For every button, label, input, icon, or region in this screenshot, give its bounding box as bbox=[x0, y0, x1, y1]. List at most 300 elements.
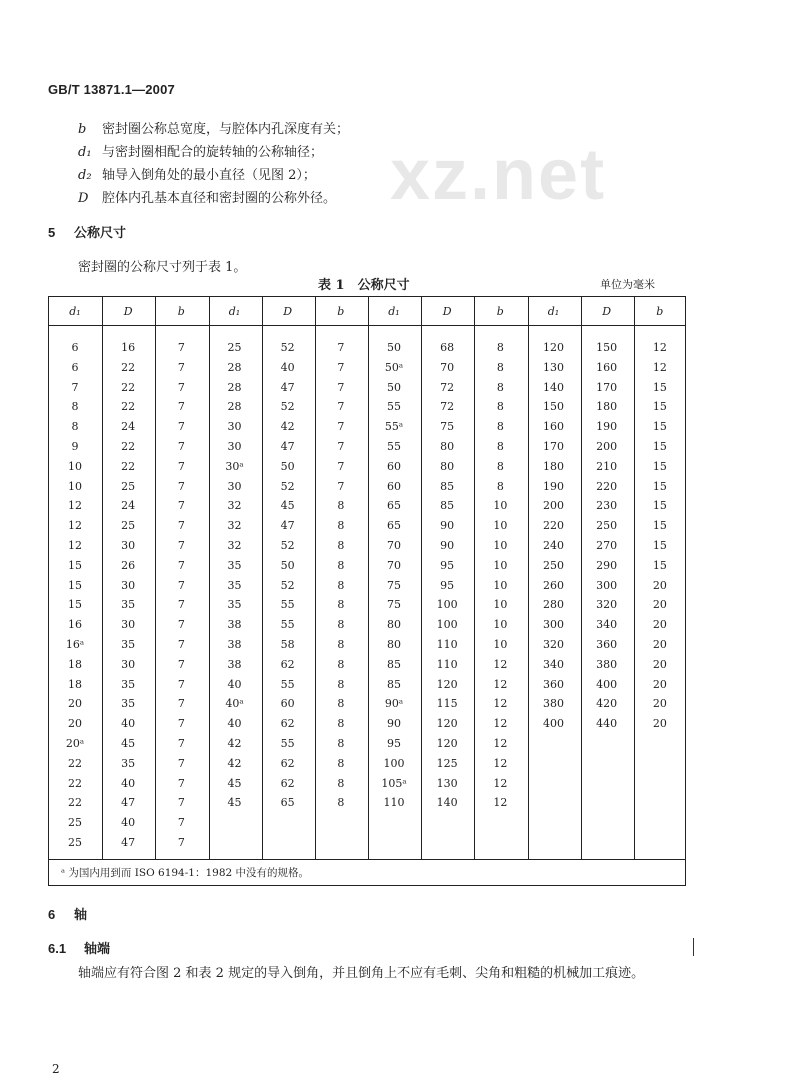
table-cell-D: 290 bbox=[596, 558, 618, 572]
table-cell-b: 7 bbox=[337, 400, 345, 414]
table-cell-d1: 250 bbox=[543, 558, 564, 572]
table-cell-D: 70 bbox=[440, 360, 455, 374]
table-cell-b: 7 bbox=[177, 499, 185, 513]
table-cell-d1: 42 bbox=[227, 756, 242, 770]
table-cell-D: 22 bbox=[121, 360, 136, 374]
table-cell-d1: 8 bbox=[71, 420, 79, 434]
table-cell-b: 7 bbox=[177, 796, 185, 810]
table-cell-b: 7 bbox=[177, 380, 185, 394]
table-cell-D: 35 bbox=[121, 756, 136, 770]
table-cell-D: 300 bbox=[596, 578, 618, 592]
table-cell-d1: 30 bbox=[227, 440, 242, 453]
table-cell-D: 110 bbox=[436, 657, 458, 671]
table-cell-d1: 40 bbox=[227, 677, 242, 691]
table-cell-d1: 30 bbox=[227, 420, 242, 434]
table-cell-b: 12 bbox=[493, 776, 508, 790]
table-cell-D: 62 bbox=[280, 657, 295, 671]
table-cell-b: 7 bbox=[177, 598, 185, 612]
table-cell-b: 12 bbox=[493, 697, 508, 711]
table-cell-d1: 380 bbox=[543, 697, 564, 711]
table-cell-b: 8 bbox=[337, 539, 345, 552]
table-cell-d1: 10 bbox=[68, 459, 82, 473]
table-cell-d1: 75 bbox=[387, 578, 401, 592]
table-cell-d1: 20 bbox=[68, 717, 82, 731]
table-cell-b: 8 bbox=[337, 558, 345, 572]
table-cell-b: 8 bbox=[337, 519, 345, 533]
table-cell-D: 22 bbox=[121, 380, 136, 394]
table-cell-D: 24 bbox=[121, 499, 136, 513]
table-intro-paragraph: 密封圈的公称尺寸列于表 1。 bbox=[78, 260, 247, 275]
table-cell-b: 7 bbox=[337, 341, 345, 354]
table-cell-D: 25 bbox=[121, 479, 136, 493]
table-cell-b: 15 bbox=[652, 479, 667, 493]
definition-symbol: b bbox=[78, 122, 87, 137]
table-cell-d1: 38 bbox=[227, 657, 242, 671]
table-cell-b: 7 bbox=[177, 479, 185, 493]
table-cell-b: 8 bbox=[496, 380, 504, 394]
table-rule bbox=[49, 859, 685, 860]
column-header-d1: d₁ bbox=[228, 305, 241, 318]
table-cell-D: 55 bbox=[280, 618, 295, 632]
table-cell-D: 58 bbox=[280, 638, 295, 651]
table-cell-d1: 85 bbox=[387, 677, 401, 691]
table-cell-D: 25 bbox=[121, 519, 136, 533]
table-cell-D: 50 bbox=[280, 558, 295, 572]
table-cell-d1: 7 bbox=[71, 380, 79, 394]
table-cell-D: 47 bbox=[121, 796, 136, 810]
table-cell-D: 40 bbox=[280, 360, 295, 374]
table-cell-D: 160 bbox=[596, 360, 618, 374]
table-cell-D: 55 bbox=[280, 737, 295, 750]
table-cell-d1: 38 bbox=[227, 638, 242, 651]
table-cell-D: 22 bbox=[121, 440, 136, 453]
table-cell-b: 7 bbox=[337, 479, 345, 493]
table-cell-D: 47 bbox=[280, 380, 295, 394]
table-cell-b: 8 bbox=[496, 440, 504, 453]
table-caption: 表 1 公称尺寸 bbox=[318, 278, 410, 293]
table-cell-d1: 55 bbox=[387, 400, 401, 414]
table-cell-d1: 120 bbox=[543, 341, 564, 354]
table-cell-d1: 22 bbox=[68, 796, 82, 810]
table-cell-b: 8 bbox=[337, 796, 345, 810]
table-cell-b: 7 bbox=[177, 737, 185, 750]
table-cell-b: 8 bbox=[337, 677, 345, 691]
table-cell-D: 47 bbox=[121, 836, 136, 849]
table-cell-d1: 6 bbox=[71, 360, 79, 374]
table-cell-d1: 45 bbox=[227, 796, 242, 810]
definition-text: 密封圈公称总宽度，与腔体内孔深度有关； bbox=[102, 122, 350, 137]
table-cell-b: 8 bbox=[337, 697, 345, 711]
table-cell-b: 8 bbox=[337, 598, 345, 612]
table-cell-D: 35 bbox=[121, 677, 136, 691]
table-cell-d1: 55 bbox=[387, 440, 401, 453]
definition-d1 bbox=[78, 141, 349, 164]
table-cell-b: 8 bbox=[496, 420, 504, 434]
column-header-D: D bbox=[442, 305, 452, 318]
table-cell-D: 40 bbox=[121, 717, 136, 731]
table-cell-D: 180 bbox=[596, 400, 618, 414]
table-cell-b: 7 bbox=[177, 519, 185, 533]
table-cell-d1: 28 bbox=[227, 400, 242, 414]
table-cell-d1: 22 bbox=[68, 776, 82, 790]
table-cell-D: 16 bbox=[121, 341, 136, 354]
table-cell-D: 170 bbox=[596, 380, 618, 394]
table-cell-D: 60 bbox=[280, 697, 295, 711]
table-cell-d1: 150 bbox=[543, 400, 564, 414]
table-cell-D: 420 bbox=[596, 697, 618, 711]
section-number: 6.1 bbox=[48, 941, 67, 956]
table-cell-b: 8 bbox=[496, 459, 504, 473]
table-cell-D: 45 bbox=[121, 737, 136, 750]
table-cell-d1: 10 bbox=[68, 479, 82, 493]
table-cell-D: 55 bbox=[280, 598, 295, 612]
table-cell-D: 30 bbox=[121, 657, 136, 671]
table-cell-D: 72 bbox=[440, 380, 455, 394]
table-cell-D: 47 bbox=[280, 440, 295, 453]
table-cell-D: 90 bbox=[440, 539, 455, 552]
section-5-heading bbox=[48, 222, 126, 241]
definition-text: 与密封圈相配合的旋转轴的公称轴径； bbox=[102, 145, 324, 160]
table-cell-d1: 220 bbox=[543, 519, 564, 533]
table-cell-D: 52 bbox=[280, 539, 295, 552]
table-footnote: ᵃ 为国内用到而 ISO 6194-1：1982 中没有的规格。 bbox=[61, 867, 310, 879]
table-cell-b: 12 bbox=[493, 657, 508, 671]
table-cell-D: 30 bbox=[121, 618, 136, 632]
table-cell-D: 68 bbox=[440, 341, 455, 354]
table-cell-d1: 400 bbox=[543, 717, 564, 731]
table-cell-D: 95 bbox=[440, 558, 455, 572]
table-cell-d1: 170 bbox=[543, 440, 564, 453]
table-cell-d1: 110 bbox=[383, 796, 405, 810]
table-cell-D: 72 bbox=[440, 400, 455, 414]
table-cell-b: 7 bbox=[177, 539, 185, 552]
table-cell-D: 130 bbox=[436, 776, 458, 790]
table-cell-b: 20 bbox=[652, 618, 667, 632]
table-cell-D: 90 bbox=[440, 519, 455, 533]
table-cell-d1: 130 bbox=[543, 360, 564, 374]
table-cell-b: 20 bbox=[652, 578, 667, 592]
table-cell-b: 7 bbox=[177, 341, 185, 354]
table-cell-D: 35 bbox=[121, 697, 136, 711]
table-cell-D: 85 bbox=[440, 479, 455, 493]
table-cell-D: 320 bbox=[596, 598, 618, 612]
table-cell-d1: 65 bbox=[387, 499, 401, 513]
table-cell-b: 7 bbox=[177, 459, 185, 473]
table-cell-D: 360 bbox=[596, 638, 618, 651]
table-cell-d1: 85 bbox=[387, 657, 401, 671]
table-cell-b: 8 bbox=[337, 618, 345, 632]
table-cell-b: 7 bbox=[337, 459, 345, 473]
standard-number-header: GB/T 13871.1—2007 bbox=[48, 82, 175, 97]
table-cell-d1: 18 bbox=[68, 657, 82, 671]
table-cell-D: 115 bbox=[436, 697, 458, 711]
table-cell-D: 62 bbox=[280, 717, 295, 731]
table-cell-b: 8 bbox=[337, 657, 345, 671]
section-number: 6 bbox=[48, 907, 56, 922]
table-cell-b: 20 bbox=[652, 677, 667, 691]
table-cell-D: 85 bbox=[440, 499, 455, 513]
table-cell-b: 10 bbox=[493, 578, 508, 592]
table-cell-d1: 20ᵃ bbox=[65, 737, 85, 750]
table-cell-D: 26 bbox=[121, 558, 136, 572]
definition-d2 bbox=[78, 164, 349, 187]
table-cell-d1: 340 bbox=[543, 657, 564, 671]
table-cell-D: 100 bbox=[436, 598, 458, 612]
table-cell-d1: 32 bbox=[227, 539, 242, 552]
table-cell-b: 7 bbox=[177, 717, 185, 731]
table-cell-d1: 35 bbox=[227, 578, 242, 592]
table-cell-b: 20 bbox=[652, 657, 667, 671]
section-title: 轴端 bbox=[84, 942, 111, 957]
table-cell-b: 10 bbox=[493, 618, 508, 632]
table-cell-b: 20 bbox=[652, 638, 667, 651]
table-cell-D: 440 bbox=[596, 717, 618, 731]
table-cell-b: 7 bbox=[177, 816, 185, 830]
table-cell-b: 8 bbox=[337, 578, 345, 592]
table-cell-d1: 30ᵃ bbox=[225, 459, 244, 473]
table-cell-D: 62 bbox=[280, 776, 295, 790]
table-cell-d1: 16ᵃ bbox=[65, 638, 85, 651]
table-cell-b: 10 bbox=[493, 638, 508, 651]
table-cell-b: 7 bbox=[177, 360, 185, 374]
table-cell-b: 8 bbox=[337, 776, 345, 790]
symbol-definitions bbox=[78, 118, 349, 210]
section-number: 5 bbox=[48, 225, 56, 240]
table-cell-D: 190 bbox=[596, 420, 618, 434]
table-cell-d1: 25 bbox=[68, 836, 82, 849]
table-cell-b: 15 bbox=[652, 558, 667, 572]
table-cell-D: 210 bbox=[596, 459, 618, 473]
nominal-dimensions-table bbox=[48, 296, 686, 886]
table-cell-d1: 18 bbox=[68, 677, 82, 691]
table-cell-d1: 28 bbox=[227, 360, 242, 374]
table-cell-D: 270 bbox=[596, 539, 618, 552]
table-cell-D: 120 bbox=[436, 677, 458, 691]
table-cell-D: 120 bbox=[436, 737, 458, 750]
shaft-end-paragraph: 轴端应有符合图 2 和表 2 规定的导入倒角，并且倒角上不应有毛刺、尖角和粗糙的机械加工痕迹。 bbox=[78, 966, 645, 981]
table-cell-d1: 40 bbox=[227, 717, 242, 731]
table-cell-b: 8 bbox=[496, 360, 504, 374]
table-cell-b: 10 bbox=[493, 598, 508, 612]
table-cell-d1: 180 bbox=[543, 459, 564, 473]
table-cell-b: 8 bbox=[496, 341, 504, 354]
table-cell-b: 15 bbox=[652, 400, 667, 414]
table-cell-b: 10 bbox=[493, 558, 508, 572]
table-cell-b: 15 bbox=[652, 499, 667, 513]
table-cell-d1: 45 bbox=[227, 776, 242, 790]
table-cell-b: 15 bbox=[652, 539, 667, 552]
table-cell-d1: 12 bbox=[68, 519, 82, 533]
table-cell-D: 400 bbox=[596, 677, 618, 691]
table-cell-b: 7 bbox=[177, 756, 185, 770]
table-cell-D: 24 bbox=[121, 420, 136, 434]
table-cell-d1: 42 bbox=[227, 737, 242, 750]
table-cell-b: 7 bbox=[177, 638, 185, 651]
table-cell-d1: 90ᵃ bbox=[384, 697, 404, 711]
table-cell-b: 7 bbox=[177, 677, 185, 691]
table-cell-d1: 35 bbox=[227, 558, 242, 572]
definition-symbol: d₁ bbox=[78, 145, 92, 160]
table-cell-d1: 70 bbox=[387, 558, 401, 572]
table-cell-b: 8 bbox=[337, 638, 345, 651]
table-cell-d1: 190 bbox=[543, 479, 564, 493]
definition-b bbox=[78, 118, 349, 141]
table-cell-d1: 200 bbox=[543, 499, 564, 513]
column-header-d1: d₁ bbox=[388, 305, 400, 318]
table-cell-d1: 60 bbox=[387, 479, 401, 493]
table-cell-b: 12 bbox=[652, 360, 667, 374]
table-cell-b: 7 bbox=[177, 420, 185, 434]
table-cell-b: 15 bbox=[652, 459, 667, 473]
table-cell-d1: 16 bbox=[68, 618, 82, 632]
table-rule bbox=[49, 325, 685, 326]
table-cell-d1: 25 bbox=[68, 816, 82, 830]
page-number: 2 bbox=[52, 1062, 60, 1076]
table-cell-D: 220 bbox=[596, 479, 618, 493]
table-cell-d1: 40ᵃ bbox=[225, 697, 244, 711]
table-cell-d1: 38 bbox=[227, 618, 242, 632]
table-cell-b: 7 bbox=[337, 440, 345, 453]
table-cell-d1: 15 bbox=[68, 578, 82, 592]
table-cell-D: 40 bbox=[121, 776, 136, 790]
definition-text: 腔体内孔基本直径和密封圈的公称外径。 bbox=[102, 191, 337, 206]
definition-text: 轴导入倒角处的最小直径（见图 2）； bbox=[102, 168, 316, 183]
table-cell-d1: 80 bbox=[387, 618, 401, 632]
section-title: 轴 bbox=[74, 908, 88, 923]
table-cell-d1: 80 bbox=[387, 638, 401, 651]
table-cell-D: 35 bbox=[121, 638, 136, 651]
table-cell-b: 12 bbox=[493, 796, 508, 810]
table-cell-d1: 140 bbox=[543, 380, 564, 394]
table-cell-d1: 55ᵃ bbox=[384, 420, 404, 434]
table-cell-D: 22 bbox=[121, 400, 136, 414]
table-cell-d1: 6 bbox=[71, 341, 79, 354]
table-cell-b: 7 bbox=[177, 776, 185, 790]
table-cell-D: 120 bbox=[436, 717, 458, 731]
table-cell-b: 7 bbox=[177, 440, 185, 453]
column-header-b: b bbox=[177, 305, 185, 318]
column-header-d1: d₁ bbox=[547, 305, 560, 318]
table-cell-d1: 35 bbox=[227, 598, 242, 612]
table-cell-d1: 9 bbox=[71, 440, 79, 453]
table-cell-b: 15 bbox=[652, 420, 667, 434]
table-cell-D: 22 bbox=[121, 459, 136, 473]
table-cell-D: 42 bbox=[280, 420, 295, 434]
table-cell-d1: 75 bbox=[387, 598, 401, 612]
table-cell-b: 20 bbox=[652, 697, 667, 711]
table-cell-d1: 70 bbox=[387, 539, 401, 552]
table-cell-d1: 28 bbox=[227, 380, 242, 394]
table-cell-d1: 360 bbox=[543, 677, 564, 691]
table-cell-b: 8 bbox=[496, 400, 504, 414]
table-cell-b: 7 bbox=[177, 400, 185, 414]
table-cell-b: 12 bbox=[493, 677, 508, 691]
margin-mark bbox=[693, 938, 694, 956]
table-cell-D: 340 bbox=[596, 618, 618, 632]
table-cell-b: 20 bbox=[652, 717, 667, 731]
table-cell-D: 250 bbox=[596, 519, 618, 533]
table-cell-D: 230 bbox=[596, 499, 618, 513]
table-cell-D: 40 bbox=[121, 816, 136, 830]
column-header-D: D bbox=[602, 305, 612, 318]
table-cell-d1: 160 bbox=[543, 420, 564, 434]
table-cell-d1: 20 bbox=[68, 697, 82, 711]
table-cell-D: 35 bbox=[121, 598, 136, 612]
table-cell-D: 150 bbox=[596, 341, 618, 354]
table-cell-D: 80 bbox=[440, 440, 455, 453]
table-cell-d1: 32 bbox=[227, 499, 242, 513]
table-cell-b: 12 bbox=[493, 756, 508, 770]
table-cell-D: 47 bbox=[280, 519, 295, 533]
table-cell-D: 200 bbox=[596, 440, 618, 453]
table-cell-b: 7 bbox=[337, 420, 345, 434]
table-cell-D: 50 bbox=[280, 459, 295, 473]
table-cell-D: 75 bbox=[440, 420, 455, 434]
table-cell-b: 7 bbox=[177, 697, 185, 711]
table-cell-d1: 260 bbox=[543, 578, 564, 592]
table-cell-D: 140 bbox=[436, 796, 458, 810]
column-header-b: b bbox=[496, 305, 504, 318]
table-cell-D: 62 bbox=[280, 756, 295, 770]
table-cell-b: 7 bbox=[177, 578, 185, 592]
table-cell-b: 15 bbox=[652, 519, 667, 533]
table-cell-D: 100 bbox=[436, 618, 458, 632]
table-cell-d1: 90 bbox=[387, 717, 401, 731]
section-6-heading bbox=[48, 904, 87, 923]
table-cell-b: 7 bbox=[177, 657, 185, 671]
table-cell-d1: 8 bbox=[71, 400, 79, 414]
table-cell-b: 15 bbox=[652, 440, 667, 453]
column-header-D: D bbox=[123, 305, 133, 318]
table-cell-d1: 15 bbox=[68, 558, 82, 572]
table-cell-b: 10 bbox=[493, 539, 508, 552]
table-unit: 单位为毫米 bbox=[600, 278, 655, 291]
table-cell-b: 8 bbox=[337, 499, 345, 513]
table-cell-d1: 15 bbox=[68, 598, 82, 612]
table-cell-d1: 12 bbox=[68, 499, 82, 513]
table-cell-D: 52 bbox=[280, 578, 295, 592]
table-cell-b: 20 bbox=[652, 598, 667, 612]
table-cell-b: 8 bbox=[337, 756, 345, 770]
table-cell-D: 52 bbox=[280, 479, 295, 493]
table-cell-d1: 22 bbox=[68, 756, 82, 770]
definition-symbol: d₂ bbox=[78, 168, 92, 183]
table-cell-d1: 105ᵃ bbox=[381, 776, 407, 790]
table-cell-d1: 280 bbox=[543, 598, 564, 612]
table-cell-b: 15 bbox=[652, 380, 667, 394]
table-cell-b: 10 bbox=[493, 519, 508, 533]
table-cell-D: 125 bbox=[436, 756, 458, 770]
table-cell-d1: 60 bbox=[387, 459, 401, 473]
table-cell-D: 55 bbox=[280, 677, 295, 691]
table-cell-b: 7 bbox=[337, 380, 345, 394]
column-header-d1: d₁ bbox=[69, 305, 81, 318]
table-cell-b: 12 bbox=[493, 737, 508, 750]
table-cell-d1: 320 bbox=[543, 638, 564, 651]
watermark: xz.net bbox=[390, 135, 607, 215]
section-6-1-heading bbox=[48, 938, 110, 957]
table-cell-D: 80 bbox=[440, 459, 455, 473]
table-cell-b: 7 bbox=[177, 836, 185, 849]
table-cell-d1: 95 bbox=[387, 737, 401, 750]
table-cell-b: 8 bbox=[337, 737, 345, 750]
table-cell-D: 30 bbox=[121, 578, 136, 592]
table-cell-d1: 50 bbox=[387, 341, 401, 354]
table-cell-b: 12 bbox=[652, 341, 667, 354]
table-cell-D: 95 bbox=[440, 578, 455, 592]
table-cell-d1: 25 bbox=[227, 341, 242, 354]
table-cell-b: 12 bbox=[493, 717, 508, 731]
